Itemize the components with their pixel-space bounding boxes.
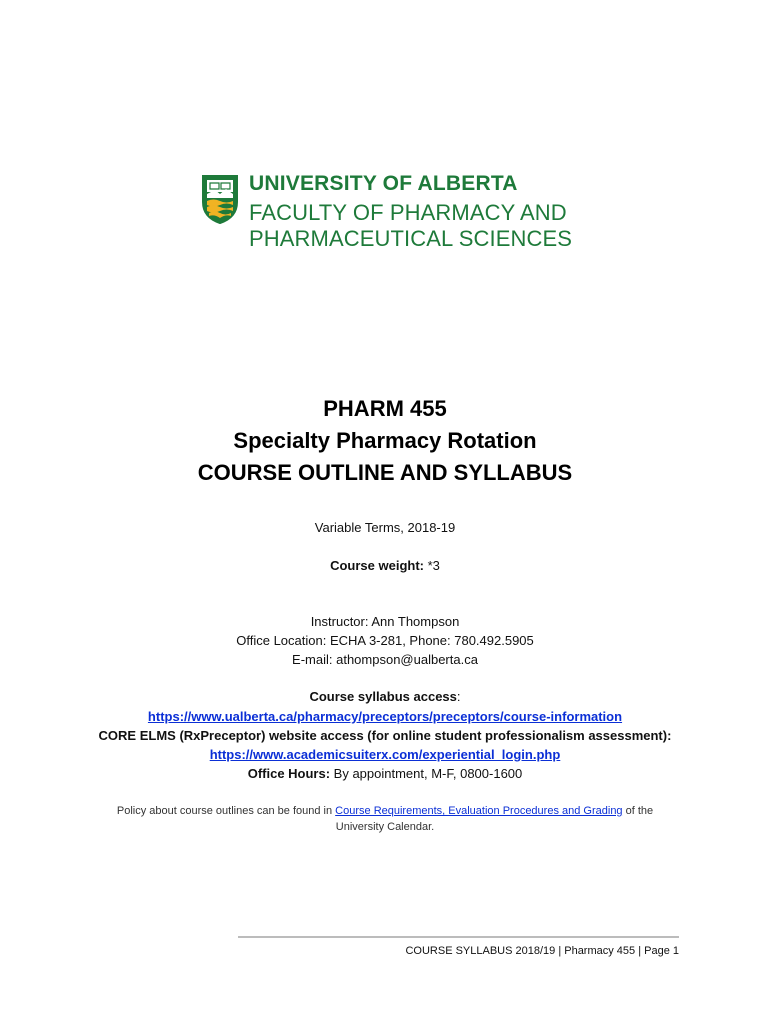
policy-prefix: Policy about course outlines can be found in [116, 805, 336, 817]
email-text: E-mail: athompson@ualberta.ca [292, 652, 478, 667]
elms-access-label: CORE ELMS (RxPreceptor) website access (for online student professionalism assessment): [98, 728, 672, 743]
course-name-heading: Specialty Pharmacy Rotation [233, 428, 537, 453]
document-type-heading: COURSE OUTLINE AND SYLLABUS [197, 460, 573, 485]
policy-note [100, 803, 670, 835]
syllabus-access-label: Course syllabus access [309, 689, 457, 704]
office-hours-value: By appointment, M-F, 0800-1600 [330, 766, 523, 781]
office-hours-label: Office Hours: [247, 766, 331, 781]
logo-faculty-line-1: FACULTY OF PHARMACY AND [249, 200, 567, 225]
terms-text: Variable Terms, 2018-19 [314, 520, 456, 535]
instructor-text: Instructor: Ann Thompson [310, 614, 460, 629]
university-crest-icon [201, 174, 239, 224]
syllabus-access-colon: : [456, 689, 461, 704]
office-location-text: Office Location: ECHA 3-281, Phone: 780.492.5905 [236, 633, 534, 648]
policy-link[interactable]: Course Requirements, Evaluation Procedures and Grading [335, 805, 623, 817]
elms-link-line [0, 747, 770, 762]
course-code-heading: PHARM 455 [323, 396, 447, 421]
page-footer: COURSE SYLLABUS 2018/19 | Pharmacy 455 | Page 1 [405, 945, 679, 957]
elms-access-link[interactable]: https://www.academicsuiterx.com/experiential_login.php [209, 747, 561, 762]
course-weight-label: Course weight: [330, 558, 424, 573]
logo-faculty-line-2: PHARMACEUTICAL SCIENCES [249, 226, 572, 251]
logo-university-name: UNIVERSITY OF ALBERTA [249, 172, 518, 195]
footer-divider [238, 936, 679, 938]
policy-suffix: of the University Calendar. [335, 805, 654, 833]
university-logo [198, 172, 578, 252]
course-weight [0, 558, 770, 573]
course-weight-value: *3 [424, 558, 440, 573]
syllabus-link-line [0, 709, 770, 724]
syllabus-access-link[interactable]: https://www.ualberta.ca/pharmacy/preceptors/preceptors/course-information [147, 709, 623, 724]
office-hours [0, 766, 770, 781]
syllabus-access [0, 689, 770, 704]
